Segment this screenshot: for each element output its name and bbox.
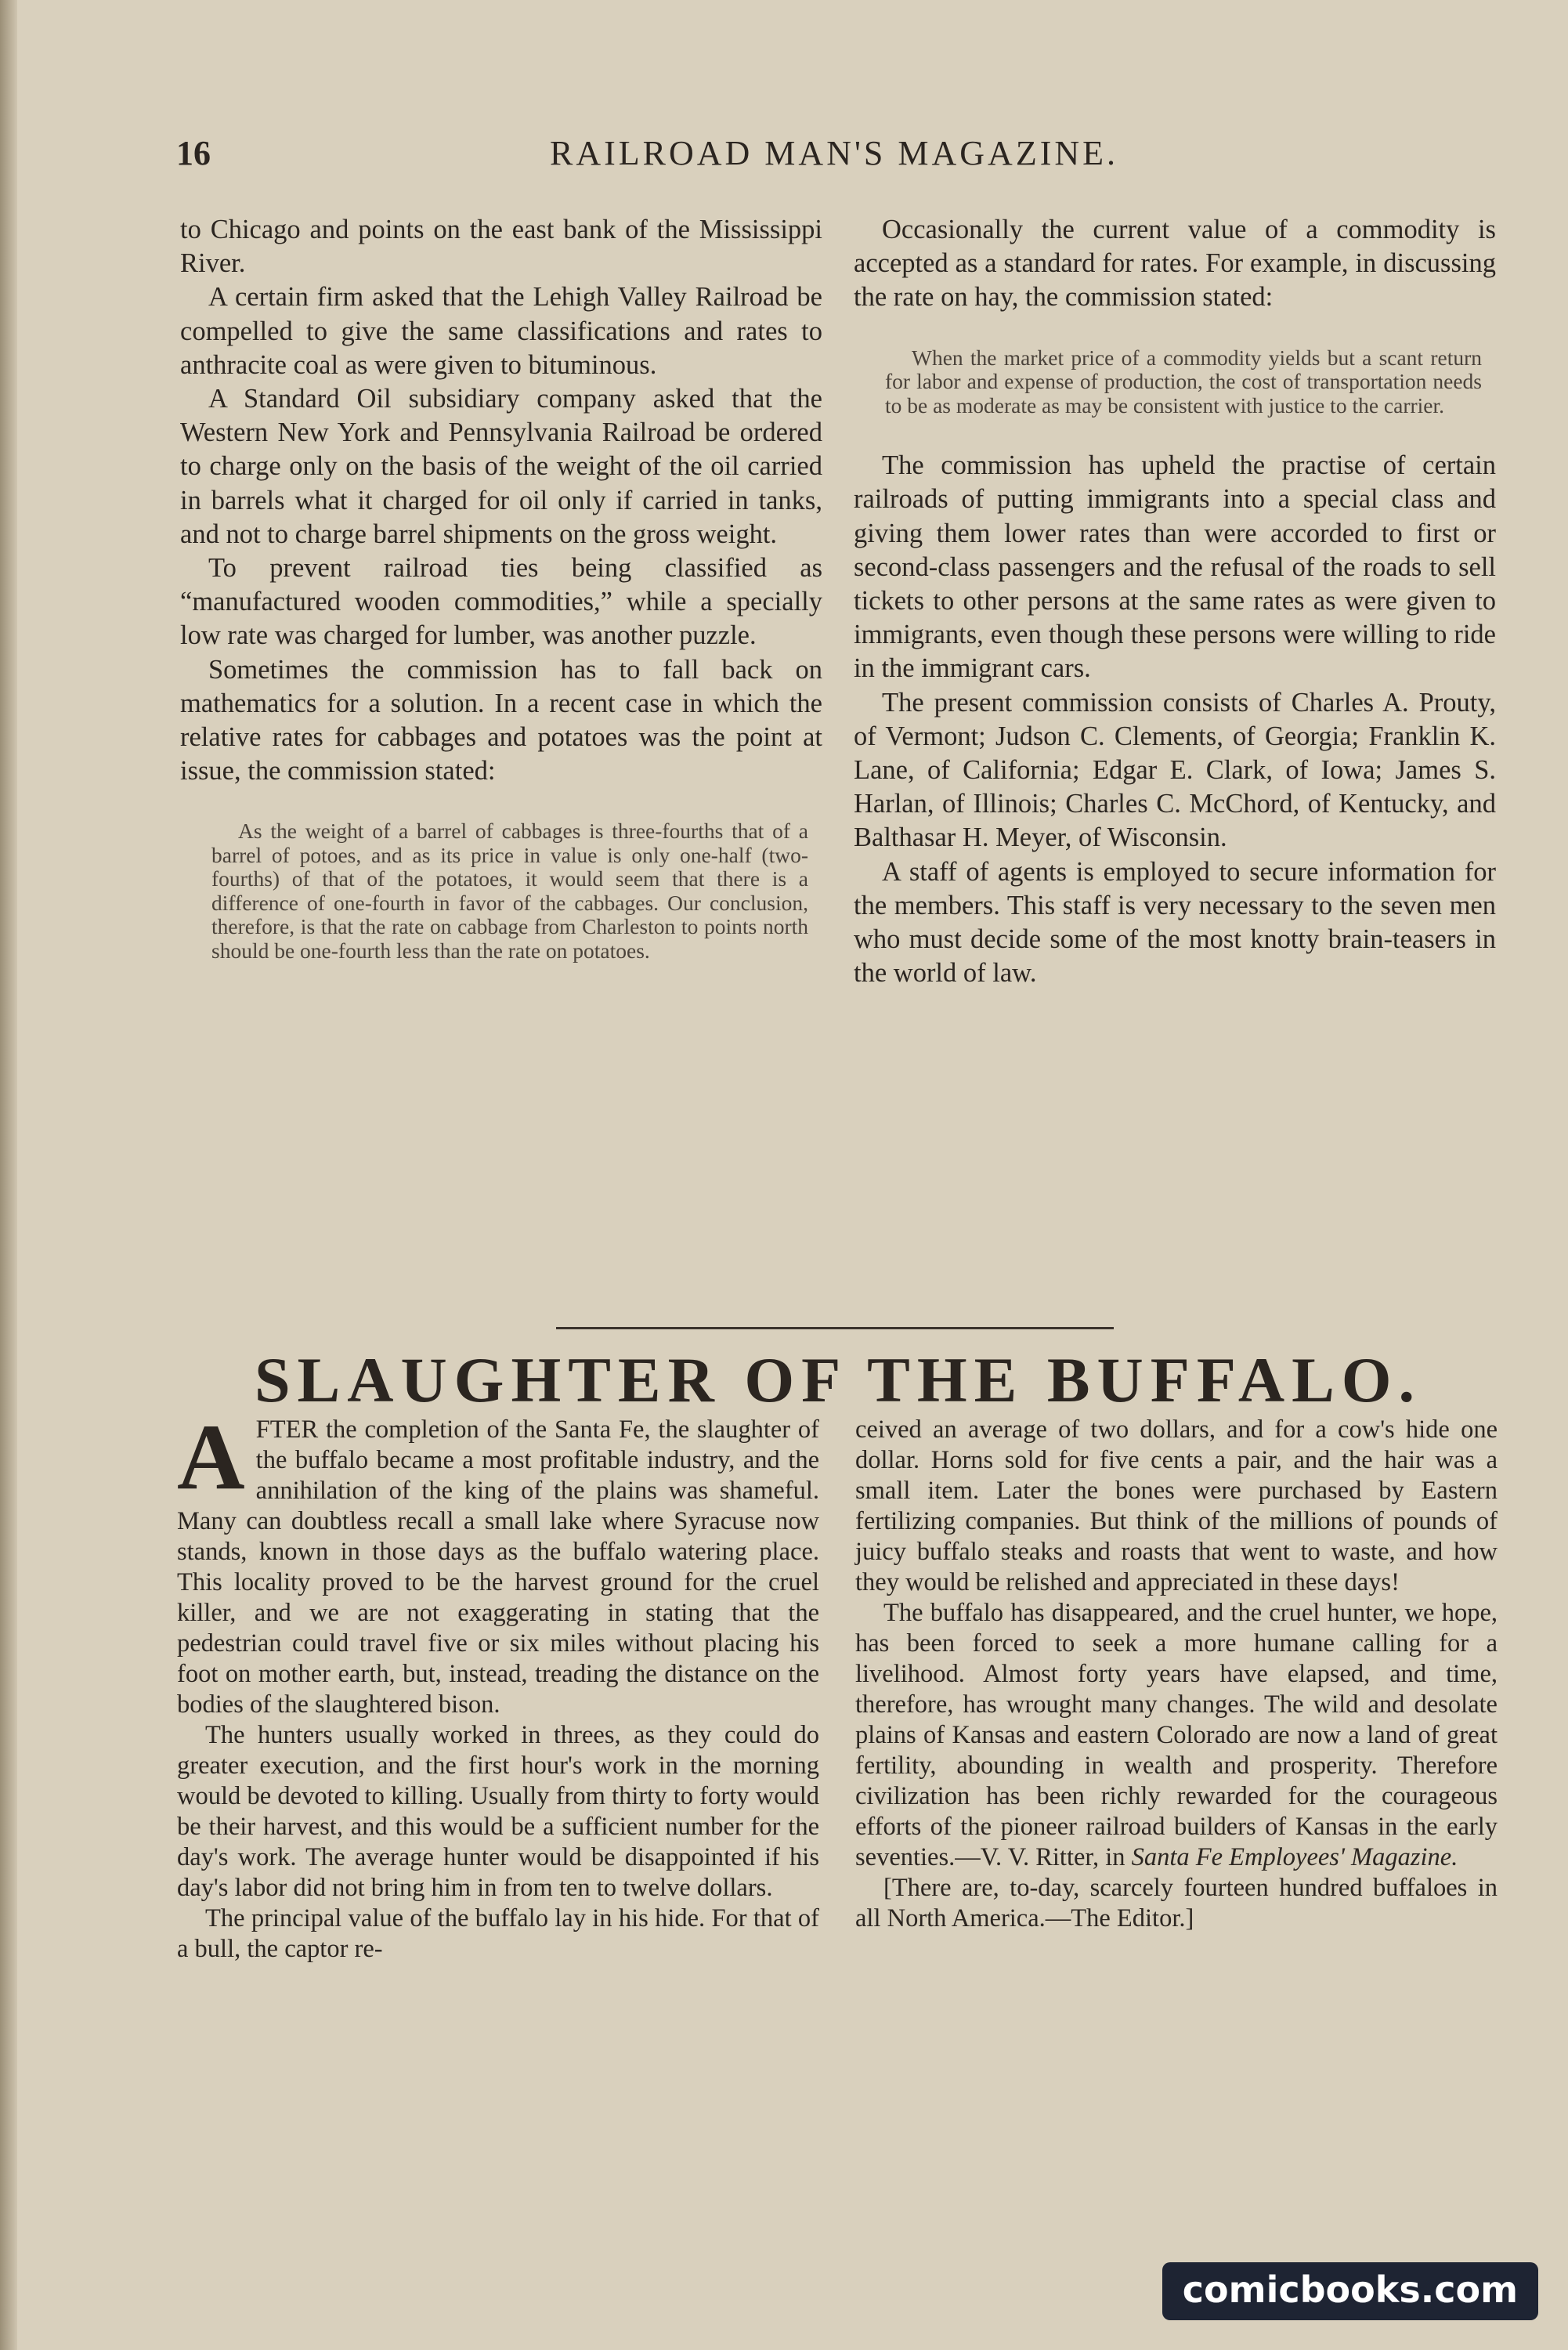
source-publication: Santa Fe Employees' Magazine. bbox=[1131, 1843, 1458, 1871]
running-title: RAILROAD MAN'S MAGAZINE. bbox=[549, 134, 1119, 172]
paragraph bbox=[177, 1405, 819, 1720]
cabbage-quote: As the weight of a barrel of cabbages is three-fourths that of a barrel of potoes, and as its price in value is only one-half (two-fourths) of that of the potatoes, it would seem that there is a difference of one-fourth in favor of the cabbages. Our conclusion, therefore, is that the rate on cabbage from Charleston to points north should be one-fourth less than the rate on potatoes. bbox=[211, 819, 808, 963]
left-column-article bbox=[177, 1405, 819, 1965]
paragraph: The present commission consists of Charles A. Prouty, of Vermont; Judson C. Clements, of Georgia; Franklin K. Lane, of California; Edgar E. Clark, of Iowa; James S. Harlan, of Illinois; Charles C. McChord, of Kentucky, and Balthasar H. Meyer, of Wisconsin. bbox=[854, 687, 1496, 853]
paragraph: ceived an average of two dollars, and for a cow's hide one dollar. Horns sold for five cents a pair, and the hair was a small item. Later the bones were purchased by Eastern fertilizing companies. But think of the millions of pounds of juicy buffalo steaks and roasts that went to waste, and how they would be relished and appreciated in these days! bbox=[855, 1415, 1498, 1596]
page-binding-edge bbox=[0, 0, 17, 2350]
editor-note: [There are, to-day, scarcely fourteen hundred buffaloes in all North America.—The Editor.] bbox=[855, 1874, 1498, 1932]
paragraph: Occasionally the current value of a commodity is accepted as a standard for rates. For example, in discussing the rate on hay, the commission stated: bbox=[854, 215, 1496, 313]
article-title: SLAUGHTER OF THE BUFFALO. bbox=[254, 1344, 1422, 1415]
paragraph: A Standard Oil subsidiary company asked that the Western New York and Pennsylvania Railroad be ordered to charge only on the basis of the weight of the oil carried in barrels what it charged for oil only if carried in tanks, and not to charge barrel shipments on the gross weight. bbox=[180, 384, 822, 549]
paragraph-text: FTER the completion of the Santa Fe, the slaughter of the buffalo became a most profitable industry, and the annihilation of the king of the plains was shameful. Many can doubtless recall a small lake where Syracuse now stands, known in those days as the buffalo watering place. This locality proved to be the harvest ground for the cruel killer, and we are not exaggerating in stating that the pedestrian could travel five or six miles without placing his foot on mother earth, but, instead, treading the distance on the bodies of the slaughtered bison. bbox=[177, 1415, 819, 1719]
section-divider bbox=[556, 1327, 1114, 1329]
paragraph: To prevent railroad ties being classified as “manufactured wooden commodities,” while a specially low rate was charged for lumber, was another puzzle. bbox=[180, 553, 822, 651]
site-watermark: comicbooks.com bbox=[1162, 2262, 1538, 2320]
paragraph: A certain firm asked that the Lehigh Valley Railroad be compelled to give the same classifications and rates to anthracite coal as were given to bituminous. bbox=[180, 282, 822, 380]
paragraph: to Chicago and points on the east bank of the Mississippi River. bbox=[180, 215, 822, 279]
page-number: 16 bbox=[176, 134, 211, 172]
hay-quote: When the market price of a commodity yields but a scant return for labor and expense of production, the cost of transportation needs to be as moderate as may be consistent with justice to the carrier. bbox=[885, 345, 1482, 418]
paragraph: The hunters usually worked in threes, as they could do greater execution, and the first hour's work in the morning would be devoted to killing. Usually from thirty to forty would be their harvest, and this would be a sufficient number for the day's work. The average hunter would be disappointed if his day's labor did not bring him in from ten to twelve dollars. bbox=[177, 1721, 819, 1902]
right-column-top bbox=[854, 213, 1496, 990]
left-column-top bbox=[180, 213, 822, 994]
paragraph bbox=[855, 1598, 1498, 1873]
right-column-article bbox=[855, 1415, 1498, 1934]
paragraph: The commission has upheld the practise of certain railroads of putting immigrants into a special class and giving them lower rates than were accorded to first or second-class passengers and the refusal of the roads to sell tickets to other persons at the same rates as were given to immigrants, even though these persons were willing to ride in the immigrant cars. bbox=[854, 450, 1496, 684]
paragraph-text: The buffalo has disappeared, and the cruel hunter, we hope, has been forced to seek a more humane calling for a livelihood. Almost forty years have elapsed, and time, therefore, has wrought many changes. The wild and desolate plains of Kansas and eastern Colorado are now a land of great fertility, abounding in wealth and prosperity. Therefore civilization has been richly rewarded for the courageous efforts of the pioneer railroad builders of Kansas in the early seventies.—V. V. Ritter, in bbox=[855, 1599, 1498, 1871]
page-header bbox=[168, 133, 1500, 188]
drop-cap: A bbox=[177, 1405, 245, 1509]
paragraph: A staff of agents is employed to secure information for the members. This staff is very necessary to the seven men who must decide some of the most knotty brain-teasers in the world of law. bbox=[854, 856, 1496, 989]
paragraph: The principal value of the buffalo lay in his hide. For that of a bull, the captor re- bbox=[177, 1904, 819, 1963]
paragraph: Sometimes the commission has to fall back on mathematics for a solution. In a recent case in which the relative rates for cabbages and potatoes was the point at issue, the commission stated: bbox=[180, 654, 822, 786]
